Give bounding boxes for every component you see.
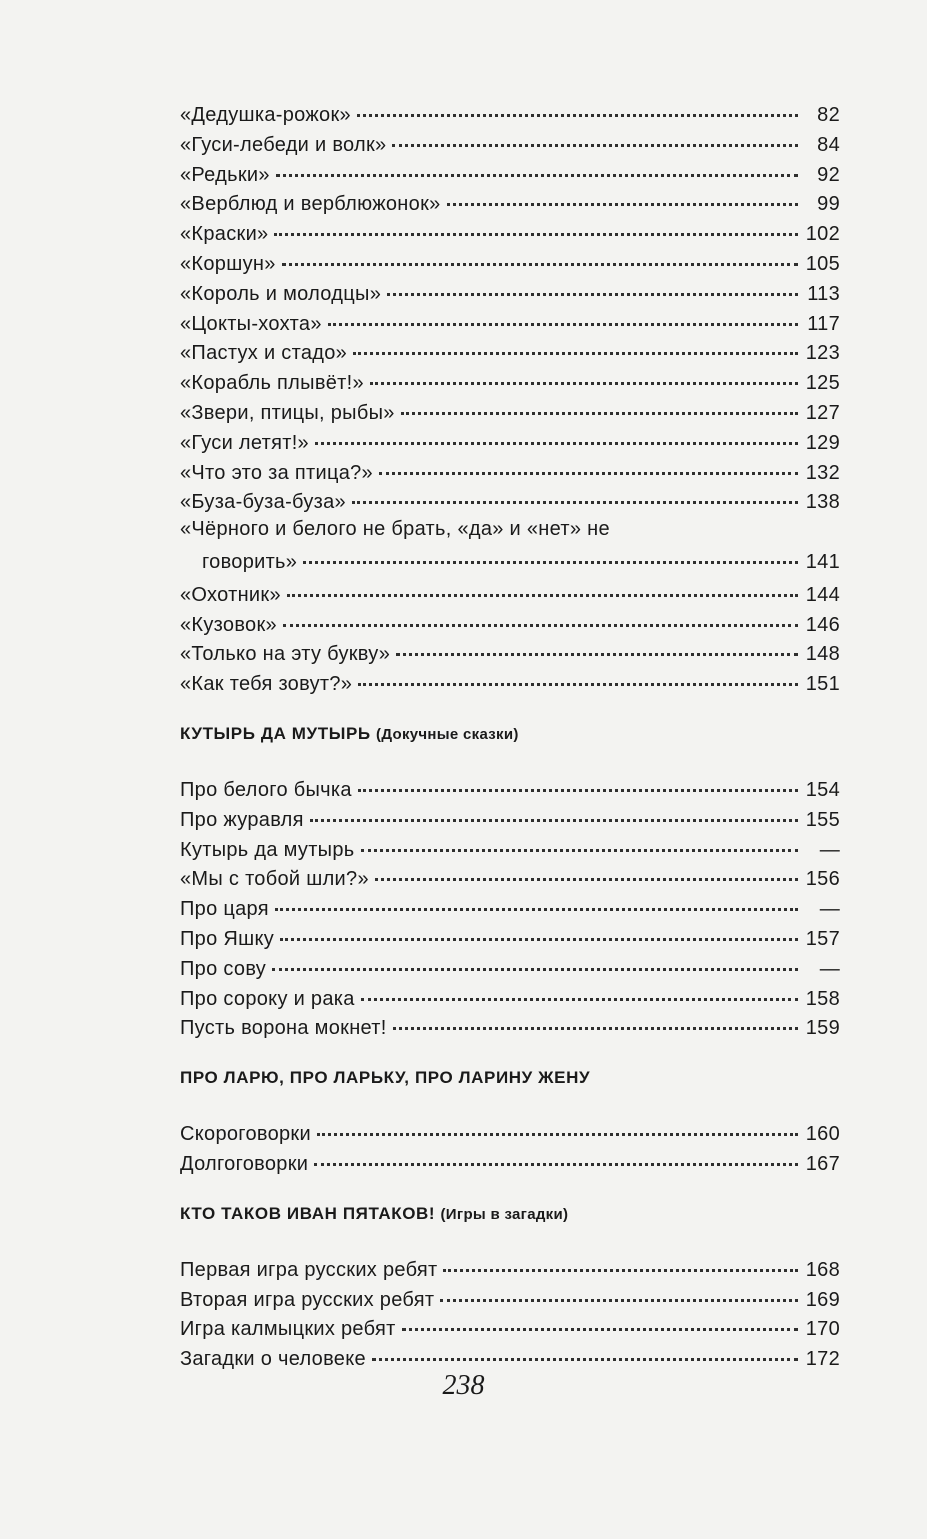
toc-entry-page: 82 — [817, 104, 840, 126]
dot-leader — [353, 332, 798, 355]
dot-leader — [402, 1308, 798, 1331]
dot-leader — [443, 1249, 798, 1272]
toc-entry-title: «Кузовок» — [180, 613, 277, 636]
dot-leader — [361, 978, 798, 1001]
toc-entry-page: 141 — [805, 550, 840, 573]
dot-leader — [358, 769, 798, 792]
dot-leader — [272, 948, 798, 971]
toc-entry-page: 99 — [817, 193, 840, 216]
toc-entry-title: «Корабль плывёт!» — [180, 372, 364, 395]
toc-entry-page: 129 — [805, 431, 840, 454]
toc-entry-page: 117 — [807, 312, 840, 335]
dot-leader — [357, 94, 798, 117]
toc-entry-page: — — [819, 957, 840, 980]
toc-entry-page: 144 — [805, 583, 840, 606]
toc-entry-title-continued: говорить» — [202, 550, 298, 573]
toc-entry-page: 92 — [817, 163, 840, 186]
table-of-contents — [180, 98, 840, 1372]
dot-leader — [401, 392, 798, 415]
toc-entry-title: «Краски» — [180, 223, 269, 246]
toc-entry-title: Про Яшку — [180, 927, 275, 950]
toc-entry-page: 172 — [805, 1348, 840, 1371]
dot-leader — [372, 1338, 798, 1361]
toc-entry-page: 148 — [805, 643, 840, 666]
toc-entry-title: «Цокты-хохта» — [180, 312, 322, 335]
toc-entry-title: Долгоговорки — [180, 1152, 309, 1175]
toc-entry-page: 155 — [805, 808, 840, 831]
toc-section — [180, 1063, 840, 1177]
section-heading — [180, 1063, 840, 1093]
section-subheading: (Игры в загадки) — [440, 1205, 569, 1223]
toc-entry-title: Игра калмыцких ребят — [180, 1318, 396, 1341]
toc-entry-page: 170 — [805, 1318, 840, 1341]
dot-leader — [276, 154, 798, 177]
toc-entry-title: «Что это за птица?» — [180, 461, 373, 484]
toc-entry-page: 102 — [805, 223, 840, 246]
section-heading — [180, 1199, 840, 1229]
toc-entry-page: 127 — [805, 401, 840, 424]
toc-entry-title: «Король и молодцы» — [180, 282, 382, 305]
toc-entry-page: 138 — [805, 491, 840, 514]
toc-entry — [180, 1147, 840, 1177]
dot-leader — [392, 124, 798, 147]
toc-section — [180, 1199, 840, 1372]
toc-entry-title: Загадки о человеке — [180, 1348, 366, 1371]
toc-entry-title: Про сову — [180, 957, 267, 980]
toc-entry-title: «Только на эту букву» — [180, 643, 391, 666]
toc-entry-page: 160 — [805, 1123, 840, 1146]
toc-entry-title: «Звери, птицы, рыбы» — [180, 401, 395, 424]
toc-entry-page: 151 — [805, 673, 840, 696]
toc-entry-page: 146 — [805, 613, 840, 636]
section-subheading: (Докучные сказки) — [376, 725, 519, 743]
dot-leader — [387, 273, 798, 296]
toc-entry-title: Вторая игра русских ребят — [180, 1288, 435, 1311]
toc-entry-title: Пусть ворона мокнет! — [180, 1017, 387, 1040]
toc-section — [180, 98, 840, 697]
toc-entry-title: Про царя — [180, 898, 269, 921]
dot-leader — [440, 1279, 798, 1302]
toc-entry — [180, 485, 840, 515]
toc-entry-page: 157 — [805, 927, 840, 950]
toc-entry-page: 132 — [805, 461, 840, 484]
toc-entry-title: «Дедушка-рожок» — [180, 104, 351, 126]
toc-entry-title: «Коршун» — [180, 252, 276, 275]
section-heading-text: КТО ТАКОВ ИВАН ПЯТАКОВ! — [180, 1203, 436, 1223]
dot-leader — [370, 362, 798, 385]
dot-leader — [317, 1113, 798, 1136]
toc-entry-title: Кутырь да мутырь — [180, 838, 355, 861]
toc-entry-title: «Охотник» — [180, 583, 281, 606]
dot-leader — [393, 1007, 798, 1030]
dot-leader — [375, 858, 798, 881]
dot-leader — [275, 888, 798, 911]
dot-leader — [379, 452, 798, 475]
page-number: 238 — [442, 1370, 485, 1401]
dot-leader — [447, 183, 798, 206]
toc-entry — [180, 515, 840, 578]
toc-entry-page: 167 — [805, 1152, 840, 1175]
toc-entry-title: Про сороку и рака — [180, 987, 355, 1010]
toc-entry-title: «Пастух и стадо» — [180, 342, 348, 365]
toc-entry-page: 158 — [805, 987, 840, 1010]
toc-entry — [180, 1342, 840, 1372]
toc-entry-title: «Как тебя зовут?» — [180, 673, 353, 696]
dot-leader — [396, 633, 798, 656]
toc-entry-title: Первая игра русских ребят — [180, 1258, 438, 1281]
toc-section — [180, 719, 840, 1041]
toc-entry-title: Про белого бычка — [180, 778, 352, 801]
dot-leader — [314, 1143, 798, 1166]
toc-entry-title: «Чёрного и белого не брать, «да» и «нет» не — [180, 518, 610, 541]
toc-entry-page: 169 — [805, 1288, 840, 1311]
dot-leader — [283, 604, 798, 627]
dot-leader — [287, 574, 798, 597]
toc-entry-page: 84 — [817, 133, 840, 156]
dot-leader — [358, 663, 798, 686]
toc-entry-page: 168 — [805, 1258, 840, 1281]
toc-entry-page: — — [819, 898, 840, 921]
dot-leader — [315, 422, 798, 445]
toc-entry-page: — — [819, 838, 840, 861]
toc-entry-title: «Гуси летят!» — [180, 431, 309, 454]
toc-entry-page: 123 — [805, 342, 840, 365]
dot-leader — [361, 829, 799, 852]
toc-entry-page: 113 — [807, 282, 840, 305]
dot-leader — [328, 303, 798, 326]
toc-entry-title: «Мы с тобой шли?» — [180, 868, 369, 891]
toc-entry-page: 125 — [805, 372, 840, 395]
dot-leader — [280, 918, 798, 941]
section-heading — [180, 719, 840, 749]
toc-entry-page: 159 — [805, 1017, 840, 1040]
toc-entry-title: Скороговорки — [180, 1123, 311, 1146]
section-heading-text: ПРО ЛАРЮ, ПРО ЛАРЬКУ, ПРО ЛАРИНУ ЖЕНУ — [180, 1068, 591, 1088]
dot-leader — [274, 213, 798, 236]
section-heading-text: КУТЫРЬ ДА МУТЫРЬ — [180, 723, 371, 743]
toc-entry-title: «Верблюд и верблюжонок» — [180, 193, 441, 216]
toc-entry-page: 105 — [805, 252, 840, 275]
toc-entry-title: «Буза-буза-буза» — [180, 491, 346, 514]
toc-entry-title: «Гуси-лебеди и волк» — [180, 133, 387, 156]
toc-entry — [180, 667, 840, 697]
dot-leader — [352, 481, 798, 504]
toc-entry-title: «Редьки» — [180, 163, 270, 186]
dot-leader — [303, 541, 798, 564]
dot-leader — [282, 243, 798, 266]
toc-entry-page: 156 — [805, 868, 840, 891]
toc-entry-page: 154 — [805, 778, 840, 801]
toc-entry-title: Про журавля — [180, 808, 304, 831]
toc-entry — [180, 1011, 840, 1041]
dot-leader — [310, 799, 798, 822]
